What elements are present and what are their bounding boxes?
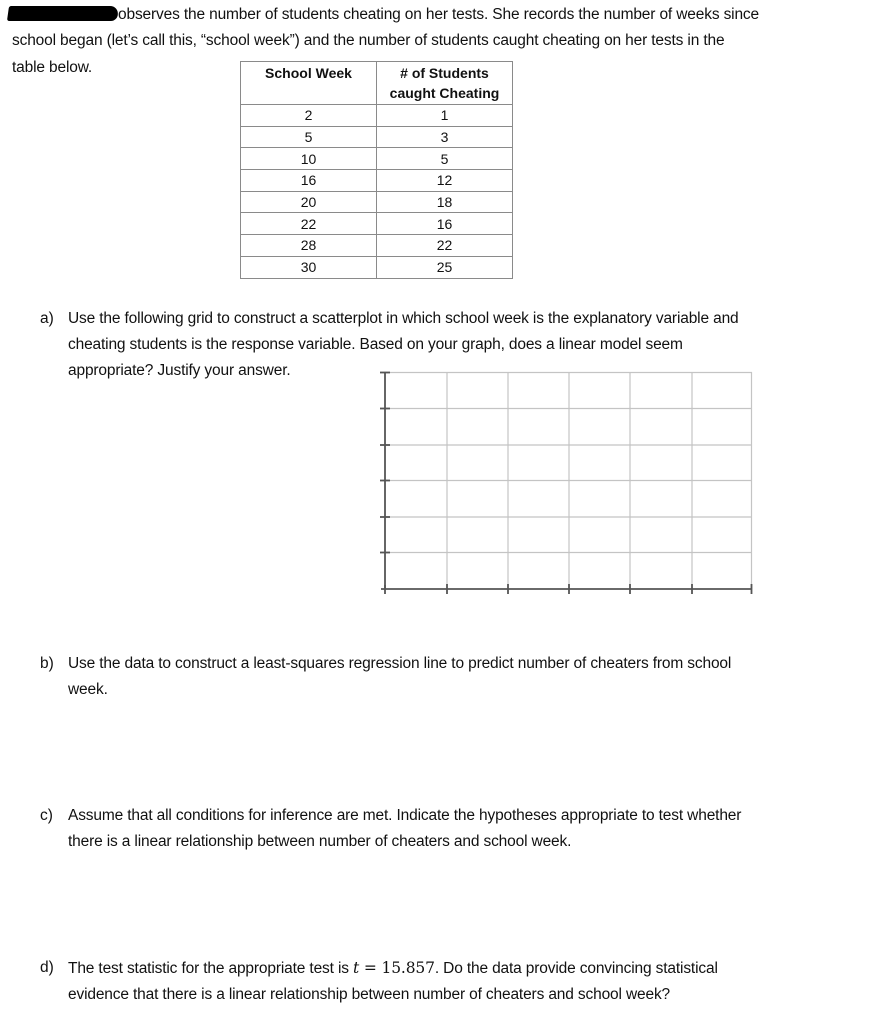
header-school-week: School Week xyxy=(241,62,377,105)
scatterplot-grid[interactable] xyxy=(385,372,752,589)
table-row xyxy=(241,213,513,235)
t-symbol: t xyxy=(353,959,360,977)
question-d-line-1 xyxy=(68,955,848,982)
cell-week: 28 xyxy=(241,235,377,257)
header-students-cheating xyxy=(377,62,513,105)
question-a-line-3: appropriate? Justify your answer. xyxy=(68,362,291,379)
intro-line-1: observes the number of students cheating on her tests. She records the number of weeks since xyxy=(118,6,760,23)
cell-week: 5 xyxy=(241,126,377,148)
cell-count: 25 xyxy=(377,256,513,278)
question-c-label: c) xyxy=(40,807,53,824)
redacted-name xyxy=(7,6,119,21)
intro-line-2: school began (let’s call this, “school week”) and the number of students caught cheating on her tests in the xyxy=(12,32,725,49)
table-row xyxy=(241,235,513,257)
question-d-post: . Do the data provide convincing statistical xyxy=(434,960,718,977)
header-line-2: caught Cheating xyxy=(389,85,500,101)
table-row xyxy=(241,126,513,148)
question-d-pre: The test statistic for the appropriate test is xyxy=(68,960,353,977)
table-row xyxy=(241,170,513,192)
cell-count: 18 xyxy=(377,191,513,213)
question-c-line-2: there is a linear relationship between number of cheaters and school week. xyxy=(68,833,572,850)
question-b-line-1: Use the data to construct a least-squares regression line to predict number of cheaters from school xyxy=(68,655,732,672)
question-d-line-2: evidence that there is a linear relationship between number of cheaters and school week? xyxy=(68,986,671,1003)
cell-week: 10 xyxy=(241,148,377,170)
cell-week: 2 xyxy=(241,105,377,127)
cell-count: 3 xyxy=(377,126,513,148)
table-row xyxy=(241,105,513,127)
cell-count: 5 xyxy=(377,148,513,170)
question-a-line-1: Use the following grid to construct a scatterplot in which school week is the explanatory variable and xyxy=(68,310,739,327)
table-header-row xyxy=(241,62,513,105)
cell-week: 22 xyxy=(241,213,377,235)
cell-count: 12 xyxy=(377,170,513,192)
question-c-text xyxy=(68,803,848,855)
question-a-label: a) xyxy=(40,310,54,327)
question-d-text xyxy=(68,955,848,1008)
intro-line-3: table below. xyxy=(12,59,93,76)
table-row xyxy=(241,256,513,278)
cell-count: 22 xyxy=(377,235,513,257)
question-d-label: d) xyxy=(40,959,54,976)
table-row xyxy=(241,191,513,213)
cell-week: 30 xyxy=(241,256,377,278)
cell-week: 20 xyxy=(241,191,377,213)
header-line-1: # of Students xyxy=(400,65,489,81)
equals-sign: = xyxy=(359,959,382,977)
data-table xyxy=(240,61,513,279)
question-a-line-2: cheating students is the response variable. Based on your graph, does a linear model seem xyxy=(68,336,683,353)
table-row xyxy=(241,148,513,170)
cell-week: 16 xyxy=(241,170,377,192)
cell-count: 1 xyxy=(377,105,513,127)
grid-graphic xyxy=(385,372,752,589)
question-b-line-2: week. xyxy=(68,681,108,698)
question-c-line-1: Assume that all conditions for inference are met. Indicate the hypotheses appropriate to test whether xyxy=(68,807,742,824)
question-b-label: b) xyxy=(40,655,54,672)
t-value: 15.857 xyxy=(381,959,435,977)
cell-count: 16 xyxy=(377,213,513,235)
question-b-text xyxy=(68,651,848,703)
